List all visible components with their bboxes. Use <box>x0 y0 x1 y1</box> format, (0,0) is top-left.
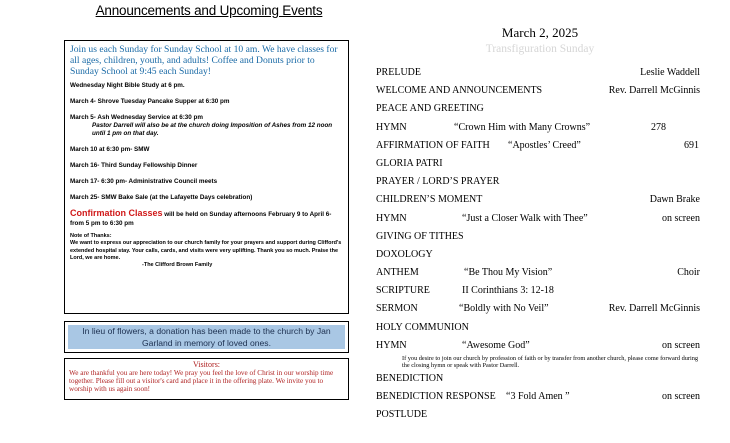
order-item-leader: Rev. Darrell McGinnis <box>608 303 700 315</box>
order-item-name: HYMN <box>376 339 407 351</box>
announcements-box <box>64 40 349 314</box>
order-item <box>376 121 700 139</box>
order-item-name: HOLY COMMUNION <box>376 321 469 333</box>
order-item-detail: II Corinthians 3: 12-18 <box>462 285 554 297</box>
order-list-closing <box>376 372 700 427</box>
order-item-name: BENEDICTION <box>376 373 444 384</box>
order-item <box>376 408 700 426</box>
thanks-title: Note of Thanks: <box>70 233 112 239</box>
order-item-name: AFFIRMATION OF FAITH <box>376 139 490 151</box>
order-item-leader: Choir <box>677 267 700 279</box>
order-item-leader: Leslie Waddell <box>640 67 700 78</box>
visitors-title: Visitors: <box>192 360 221 369</box>
order-item-name: DOXOLOGY <box>376 248 433 260</box>
thanks-text: We want to express our appreciation to our church family for your prayers and support during Clifford's extended hospital stay. Your calls, cards, and visits were very uplifting. Thank you so much. Praise the Lord, we are home. <box>70 240 342 261</box>
order-item <box>376 390 700 408</box>
order-item-detail: “Be Thou My Vision” <box>464 267 553 279</box>
order-item-detail: “Crown Him with Many Crowns” <box>454 121 591 133</box>
order-item-leader: Dawn Brake <box>649 194 700 206</box>
event-ash-wednesday: March 5- Ash Wednesday Service at 6:30 pm <box>70 114 203 121</box>
order-item-leader: on screen <box>661 212 700 224</box>
ash-wednesday-note: Pastor Darrell will also be at the church doing Imposition of Ashes from 12 noon until 1 pm on that day. <box>92 122 333 137</box>
hymn-number: 278 <box>651 121 666 133</box>
order-item-detail: “3 Fold Amen ” <box>506 391 570 403</box>
order-item-name: SERMON <box>376 303 418 315</box>
order-item <box>376 84 700 102</box>
order-item-detail: “Apostles’ Creed” <box>508 139 581 151</box>
flowers-note: In lieu of flowers, a donation has been made to the church by Jan Garland in memory of loved ones. <box>68 325 345 349</box>
order-item-name: PEACE AND GREETING <box>376 103 484 115</box>
order-item-detail: “Just a Closer Walk with Thee” <box>462 212 588 224</box>
service-date: March 2, 2025 <box>501 25 579 40</box>
event-admin-council: March 17- 6:30 pm- Administrative Council meets <box>70 178 218 185</box>
order-item <box>376 248 700 266</box>
order-item <box>376 284 700 302</box>
flowers-box <box>64 321 349 353</box>
order-item <box>376 139 700 157</box>
order-item <box>376 321 700 339</box>
event-bible-study: Wednesday Night Bible Study at 6 pm. <box>70 82 185 89</box>
order-item <box>376 157 700 175</box>
order-item-name: ANTHEM <box>376 267 419 279</box>
event-bake-sale: March 25- SMW Bake Sale (at the Lafayette Days celebration) <box>70 194 253 201</box>
thanks-signature: -The Clifford Brown Family <box>142 262 213 269</box>
order-item <box>376 102 700 120</box>
order-item <box>376 302 700 320</box>
order-list <box>376 66 700 357</box>
order-item-detail: “Awesome God” <box>462 339 530 351</box>
order-item-name: PRAYER / LORD’S PRAYER <box>376 176 500 188</box>
order-item-name: WELCOME AND ANNOUNCEMENTS <box>376 85 543 97</box>
order-item <box>376 230 700 248</box>
order-item-leader: on screen <box>661 391 700 403</box>
order-item-name: PRELUDE <box>376 67 421 78</box>
order-item-name: HYMN <box>376 121 407 133</box>
join-church-note: If you desire to join our church by profession of faith or by transfer from another church, please come forward during the closing hymn or speak with Pastor Darrell. <box>402 355 699 369</box>
visitors-text: We are thankful you are here today! We pray you feel the love of Christ in our worship time together. Please fill out a visitor's card and place it in the offering plate. We invite you to worship with us again soon! <box>69 369 334 393</box>
order-item-name: GLORIA PATRI <box>376 157 443 169</box>
order-item-name: CHILDREN’S MOMENT <box>376 194 483 206</box>
order-item <box>376 212 700 230</box>
confirmation-heading: Confirmation Classes <box>70 208 163 218</box>
event-pancake-supper: March 4- Shrove Tuesday Pancake Supper at 6:30 pm <box>70 98 230 105</box>
visitors-box <box>64 358 349 400</box>
sunday-school-intro: Join us each Sunday for Sunday School at 10 am. We have classes for all ages, children, youth, and adults! Coffee and Donuts prior to Sunday School at 9:45 each Sunday! <box>70 44 338 77</box>
order-item-leader: on screen <box>661 339 700 351</box>
order-item-detail: “Boldly with No Veil” <box>459 303 549 315</box>
event-fellowship-dinner: March 16- Third Sunday Fellowship Dinner <box>70 162 198 169</box>
order-of-worship <box>376 66 700 427</box>
order-item-name: HYMN <box>376 212 407 224</box>
order-item <box>376 66 700 84</box>
order-item <box>376 266 700 284</box>
order-item-name: POSTLUDE <box>376 409 428 421</box>
order-item <box>376 193 700 211</box>
order-item-name: BENEDICTION RESPONSE <box>376 391 496 403</box>
event-smw: March 10 at 6:30 pm- SMW <box>70 146 150 153</box>
liturgical-sunday: Transfiguration Sunday <box>485 43 595 55</box>
order-item-leader: Rev. Darrell McGinnis <box>608 85 700 97</box>
hymn-number: 691 <box>684 139 699 151</box>
confirmation-classes <box>70 209 343 228</box>
announcements-title: Announcements and Upcoming Events <box>95 3 323 18</box>
order-item-name: GIVING OF TITHES <box>376 230 464 242</box>
order-item-name: SCRIPTURE <box>376 285 430 297</box>
order-item <box>376 339 700 357</box>
confirmation-text: will be held on Sunday afternoons February 9 to April 6- from 5 pm to 6:30 pm <box>70 211 332 227</box>
order-item <box>376 175 700 193</box>
order-item <box>376 372 700 390</box>
